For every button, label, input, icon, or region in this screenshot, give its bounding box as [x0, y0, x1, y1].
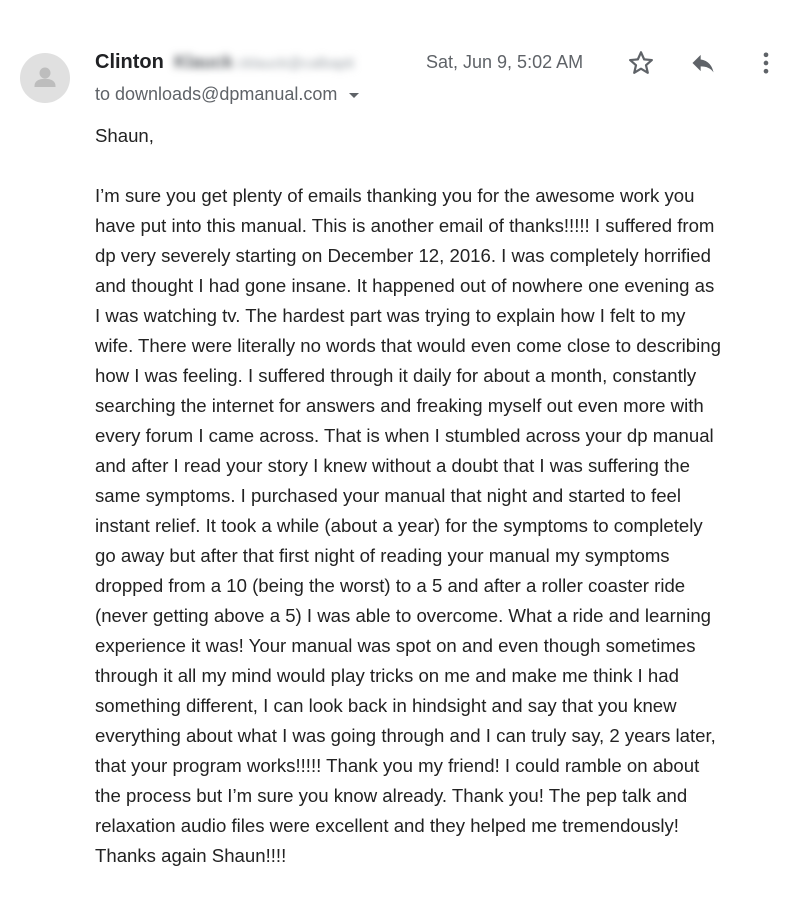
message-text: I’m sure you get plenty of emails thanking you for the awesome work you have put into this manual. This is another email of thanks!!!!! I suffered from dp very severely starting on December 12, 2016. I was completely horrified and thought I had gone insane. It happened out of nowhere one evening as I was watching tv. The hardest part was trying to explain how I felt to my wife. There were literally no words that would even come close to describing how I was feeling. I suffered through it daily for about a month, constantly searching the internet for answers and freaking myself out even more with every forum I came across. That is when I stumbled across your dp manual and after I read your story I knew without a doubt that I was suffering the same symptoms. I purchased your manual that night and started to feel instant relief. It took a while (about a year) for the symptoms to completely go away but after that first night of reading your manual my symptoms dropped from a 10 (being the worst) to a 5 and after a roller coaster ride (never getting above a 5) I was able to overcome. What a ride and learning experience it was! Your manual was spot on and even though sometimes through it all my mind would play tricks on me and make me think I had something different, I can look back in hindsight and say that you knew everything about what I was going through and I can truly say, 2 years later, that your program works!!!!! Thank you my friend! I could ramble on about the process but I’m sure you know already. Thank you! The pep talk and relaxation audio files were excellent and they helped me tremendously! Thanks again Shaun!!!!: [95, 185, 721, 866]
reply-arrow-icon: [689, 49, 717, 77]
recipient-line[interactable]: [95, 83, 359, 105]
star-button[interactable]: [624, 46, 658, 80]
chevron-down-icon[interactable]: [349, 93, 359, 98]
avatar[interactable]: [20, 53, 70, 103]
more-options-button[interactable]: [749, 46, 783, 80]
reply-button[interactable]: [686, 46, 720, 80]
star-outline-icon: [627, 49, 655, 77]
person-avatar-icon: [20, 53, 70, 103]
sender-email-redacted: cklauck@calbapti: [237, 55, 355, 72]
sender-surname-redacted: Klauck: [174, 52, 234, 72]
recipient-text: to downloads@dpmanual.com: [95, 84, 338, 104]
sender-name[interactable]: Clinton: [95, 51, 164, 73]
message-greeting: Shaun,: [95, 125, 154, 146]
more-vertical-icon: [752, 49, 780, 77]
sender-redacted-info: [174, 51, 354, 73]
message-body: [95, 121, 795, 871]
message-date: Sat, Jun 9, 5:02 AM: [426, 52, 584, 72]
